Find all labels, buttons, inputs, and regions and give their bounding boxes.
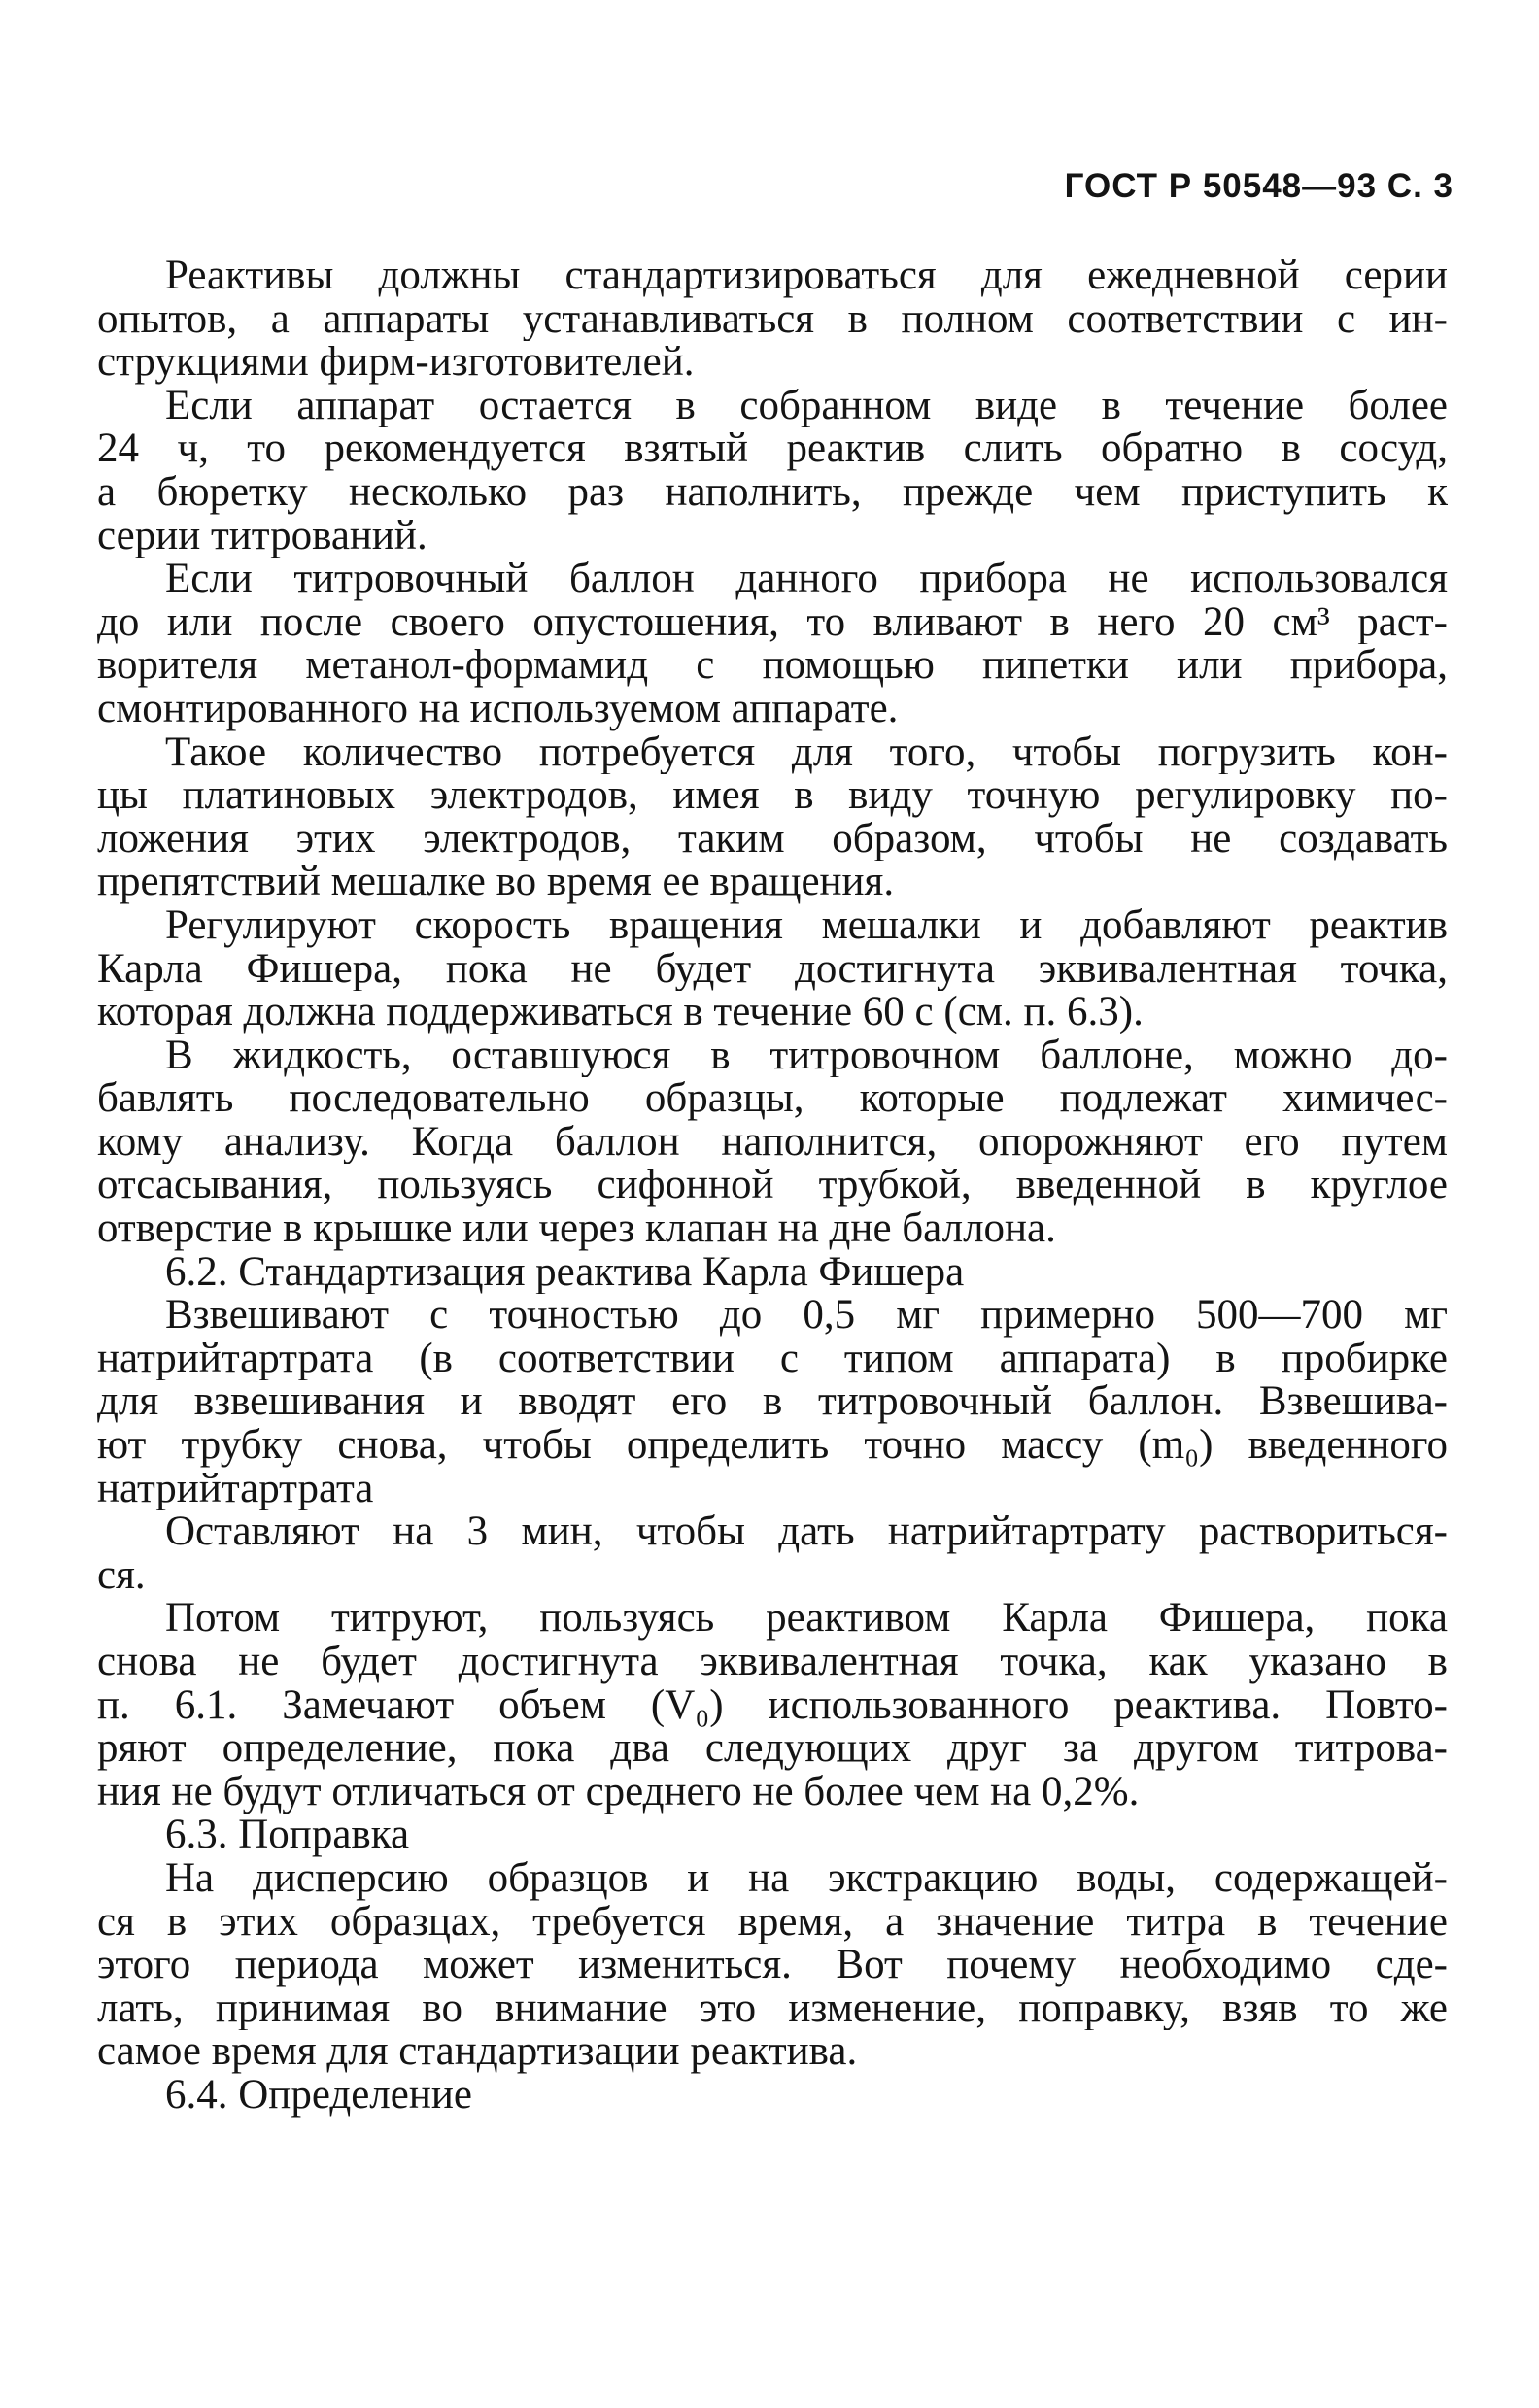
text-line: ся.	[97, 1553, 146, 1598]
text-line: для взвешивания и вводят его в титровочный баллон. Взвешива-	[97, 1380, 1448, 1425]
section-heading-6-3: 6.3. Поправка	[165, 1814, 410, 1857]
text-line: Потом титруют, пользуясь реактивом Карла Фишера, пока	[165, 1597, 1448, 1641]
text-line: Карла Фишера, пока не будет достигнута эквивалентная точка,	[97, 947, 1448, 992]
text-line: 24 ч, то рекомендуется взятый реактив слить обратно в сосуд,	[97, 427, 1448, 471]
text-line: ся в этих образцах, требуется время, а значение титра в течение	[97, 1900, 1448, 1945]
text-line: натрийтартрата	[97, 1467, 374, 1511]
text-line: Если титровочный баллон данного прибора не использовался	[165, 558, 1448, 601]
text-line: лать, принимая во внимание это изменение, поправку, взяв то же	[97, 1986, 1448, 2031]
text-line: ют трубку снова, чтобы определить точно массу (m₀) введенного	[97, 1424, 1448, 1468]
section-heading-6-2: 6.2. Стандартизация реактива Карла Фишера	[165, 1250, 965, 1295]
text-line: Реактивы должны стандартизироваться для ежедневной серии	[165, 254, 1448, 298]
text-line: цы платиновых электродов, имея в виду точную регулировку по-	[97, 774, 1448, 818]
text-line: которая должна поддерживаться в течение 60 с (см. п. 6.3).	[97, 991, 1144, 1034]
text-line: этого периода может измениться. Вот почему необходимо сде-	[97, 1944, 1448, 1987]
text-line: кому анализу. Когда баллон наполнится, опорожняют его путем	[97, 1120, 1448, 1165]
text-line: ния не будут отличаться от среднего не более чем на 0,2%.	[97, 1770, 1140, 1814]
text-line: Если аппарат остается в собранном виде в течение более	[165, 384, 1448, 428]
text-line: струкциями фирм-изготовителей.	[97, 341, 695, 385]
section-heading-6-4: 6.4. Определение	[165, 2073, 472, 2118]
text-line: отверстие в крышке или через клапан на дне баллона.	[97, 1207, 1056, 1251]
body-text	[97, 254, 1448, 2118]
text-line: Оставляют на 3 мин, чтобы дать натрийтартрату раствориться-	[165, 1510, 1448, 1554]
text-line: В жидкость, оставшуюся в титровочном баллоне, можно до-	[165, 1034, 1448, 1078]
text-line: отсасывания, пользуясь сифонной трубкой, введенной в круглое	[97, 1164, 1448, 1208]
text-line: На дисперсию образцов и на экстракцию воды, содержащей-	[165, 1856, 1448, 1901]
text-line: ворителя метанол-формамид с помощью пипетки или прибора,	[97, 644, 1448, 688]
running-header: ГОСТ Р 50548—93 С. 3	[1064, 167, 1454, 205]
text-line: снова не будет достигнута эквивалентная точка, как указано в	[97, 1641, 1448, 1684]
text-line: бавлять последовательно образцы, которые подлежат химичес-	[97, 1077, 1448, 1121]
text-line: натрийтартрата (в соответствии с типом аппарата) в пробирке	[97, 1337, 1448, 1381]
text-line: Взвешивают с точностью до 0,5 мг примерно 500—700 мг	[165, 1294, 1448, 1338]
text-line: п. 6.1. Замечают объем (V₀) использованного реактива. Повто-	[97, 1683, 1448, 1728]
text-line: а бюретку несколько раз наполнить, прежде чем приступить к	[97, 470, 1448, 515]
text-line: Такое количество потребуется для того, чтобы погрузить кон-	[165, 730, 1448, 775]
text-line: смонтированного на используемом аппарате.	[97, 687, 899, 731]
text-line: препятствий мешалке во время ее вращения.	[97, 861, 895, 904]
text-line: ряют определение, пока два следующих друг за другом титрова-	[97, 1727, 1448, 1771]
text-line: самое время для стандартизации реактива.	[97, 2030, 858, 2074]
text-line: Регулируют скорость вращения мешалки и добавляют реактив	[165, 903, 1448, 948]
text-line: серии титрований.	[97, 514, 428, 559]
text-line: опытов, а аппараты устанавливаться в полном соответствии с ин-	[97, 297, 1448, 342]
text-line: до или после своего опустошения, то вливают в него 20 см³ раст-	[97, 600, 1448, 645]
text-line: ложения этих электродов, таким образом, чтобы не создавать	[97, 817, 1448, 862]
